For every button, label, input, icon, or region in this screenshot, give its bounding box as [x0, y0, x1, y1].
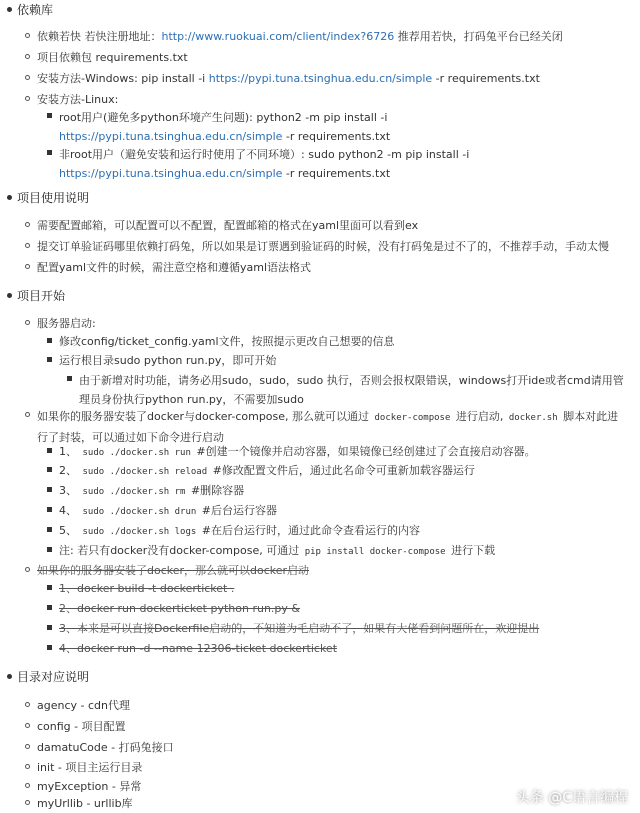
item-text: config - 项目配置: [37, 720, 126, 733]
bullet-icon: [25, 54, 30, 59]
bullet-icon: [47, 645, 52, 650]
bullet-icon: [25, 96, 30, 101]
bullet-icon: [47, 338, 52, 343]
pypi-link[interactable]: https://pypi.tuna.tsinghua.edu.cn/simple: [59, 130, 283, 143]
item-text: #在后台运行时，通过此命令查看运行的内容: [198, 524, 421, 537]
section-title: 依赖库: [17, 3, 54, 17]
list-item: [0, 560, 640, 580]
bullet-icon: [25, 243, 30, 248]
pypi-link[interactable]: https://pypi.tuna.tsinghua.edu.cn/simple: [208, 72, 433, 85]
inline-code: sudo ./docker.sh rm: [82, 487, 186, 497]
bullet-icon: [47, 487, 52, 492]
bullet-icon: [25, 567, 30, 572]
item-number: 3、: [59, 484, 77, 497]
list-item: [0, 257, 640, 277]
bullet-icon: [25, 412, 30, 417]
item-text: agency - cdn代理: [37, 699, 130, 712]
item-number: 4、: [59, 504, 77, 517]
bullet-icon: [47, 467, 52, 472]
bullet-icon: [25, 222, 30, 227]
inline-code: pip install docker-compose: [304, 547, 446, 557]
item-text: 进行启动,: [452, 410, 507, 423]
item-text: 服务器启动:: [37, 317, 96, 330]
bullet-icon: [67, 376, 72, 381]
list-item: [0, 369, 640, 409]
bullet-icon: [25, 744, 30, 749]
item-text: 2、docker run dockerticket python run.py &: [59, 602, 300, 615]
item-text: 修改config/ticket_config.yaml文件，按照提示更改自己想要的信息: [59, 335, 395, 348]
list-item: [0, 757, 640, 777]
item-text: 由于新增对时功能，请务必用sudo，sudo，sudo 执行，否则会报权限错误，windows打开ide或者cmd请用管理员身份执行python run.py，不需要加sudo: [79, 374, 624, 406]
item-text: -r requirements.txt: [282, 167, 391, 180]
list-item: [0, 500, 640, 520]
bullet-icon: [47, 585, 52, 590]
bullet-icon: [47, 357, 52, 362]
item-number: 1、: [59, 445, 77, 458]
item-text: #后台运行容器: [198, 504, 278, 517]
item-text: 4、docker run -d --name 12306-ticket dockerticket: [59, 642, 338, 655]
item-text: 推荐用若快，打码兔平台已经关闭: [394, 30, 563, 43]
item-text: #创建一个镜像并启动容器，如果镜像已经创建过了会直接启动容器。: [192, 445, 536, 458]
item-text: 非root用户（避免安装和运行时使用了不同环境）: sudo python2 -m pip install -i: [59, 148, 470, 161]
list-item: [0, 350, 640, 370]
inline-code: sudo ./docker.sh reload: [82, 467, 208, 477]
list-item: [0, 695, 640, 715]
section-usage-header: [0, 188, 640, 208]
list-item: [0, 520, 640, 540]
inline-code: docker-compose: [374, 413, 451, 423]
item-text: 项目依赖包 requirements.txt: [37, 51, 188, 64]
bullet-icon: [25, 800, 30, 805]
inline-code: sudo ./docker.sh run: [82, 448, 191, 458]
item-text: 安装方法-Windows: pip install -i: [37, 72, 209, 85]
bullet-icon: [25, 75, 30, 80]
bullet-icon: [47, 625, 52, 630]
item-text: 依赖若快 若快注册地址：: [37, 30, 162, 43]
item-text: 如果你的服务器安装了docker，那么就可以docker启动: [37, 564, 310, 577]
bullet-icon: [25, 320, 30, 325]
item-text: #删除容器: [187, 484, 245, 497]
bullet-icon: [25, 264, 30, 269]
list-item: [0, 106, 640, 146]
list-item: [0, 460, 640, 480]
bullet-icon: [47, 448, 52, 453]
item-text: init - 项目主运行目录: [37, 761, 143, 774]
item-text: 安装方法-Linux:: [37, 93, 119, 106]
section-title: 项目开始: [17, 289, 66, 303]
bullet-icon: [25, 764, 30, 769]
section-dirs-header: [0, 667, 640, 687]
section-deps-header: [0, 0, 640, 20]
section-title: 目录对应说明: [17, 670, 90, 684]
list-item: [0, 405, 640, 445]
section-start-header: [0, 286, 640, 306]
list-item: [0, 480, 640, 500]
list-item: [0, 26, 640, 46]
bullet-icon: [7, 7, 12, 12]
item-text: 脚本对此进行了封装，可以通过如下命令进行启动: [37, 410, 619, 444]
list-item: [0, 618, 640, 638]
list-item: [0, 540, 640, 560]
item-text: -r requirements.txt: [432, 72, 540, 85]
pypi-link[interactable]: https://pypi.tuna.tsinghua.edu.cn/simple: [59, 167, 283, 180]
item-text: 注: 若只有docker没有docker-compose, 可通过: [59, 544, 303, 557]
item-text: 如果你的服务器安装了docker与docker-compose, 那么就可以通过: [37, 410, 373, 423]
bullet-icon: [7, 293, 12, 298]
list-item: [0, 638, 640, 658]
list-item: [0, 47, 640, 67]
bullet-icon: [47, 547, 52, 552]
bullet-icon: [47, 507, 52, 512]
list-item: [0, 331, 640, 351]
item-number: 2、: [59, 464, 77, 477]
bullet-icon: [25, 702, 30, 707]
item-text: myUrllib - urllib库: [37, 797, 133, 810]
bullet-icon: [25, 33, 30, 38]
list-item: [0, 737, 640, 757]
section-title: 项目使用说明: [17, 191, 90, 205]
item-text: 提交订单验证码哪里依赖打码兔，所以如果是订票遇到验证码的时候，没有打码兔是过不了的，不推荐手动，手动太慢: [37, 240, 609, 253]
item-text: #修改配置文件后，通过此名命令可重新加载容器运行: [209, 464, 475, 477]
list-item: [0, 578, 640, 598]
list-item: [0, 236, 640, 256]
bullet-icon: [25, 783, 30, 788]
ruokuai-link[interactable]: http://www.ruokuai.com/client/index?6726: [161, 30, 395, 43]
inline-code: sudo ./docker.sh drun: [82, 507, 197, 517]
item-text: 3、本来是可以直接Dockerfile启动的，不知道为毛启动不了，如果有大佬看到问题所在，欢迎提出: [59, 622, 540, 635]
item-text: root用户(避免多python环境产生问题): python2 -m pip install -i: [59, 111, 388, 124]
bullet-icon: [47, 113, 52, 118]
list-item: [0, 598, 640, 618]
list-item: [0, 441, 640, 461]
bullet-icon: [7, 674, 12, 679]
item-number: 5、: [59, 524, 77, 537]
list-item: [0, 716, 640, 736]
item-text: 进行下载: [447, 544, 496, 557]
bullet-icon: [7, 195, 12, 200]
bullet-icon: [25, 723, 30, 728]
item-text: damatuCode - 打码兔接口: [37, 741, 174, 754]
bullet-icon: [47, 527, 52, 532]
item-text: myException - 异常: [37, 780, 142, 793]
list-item: [0, 313, 640, 333]
bullet-icon: [47, 150, 52, 155]
bullet-icon: [47, 605, 52, 610]
list-item: [0, 215, 640, 235]
watermark: 头条 @C语言编程: [515, 790, 628, 806]
item-text: 需要配置邮箱，可以配置可以不配置，配置邮箱的格式在yaml里面可以看到ex: [37, 219, 419, 232]
list-item: [0, 68, 640, 88]
item-text: 运行根目录sudo python run.py，即可开始: [59, 354, 277, 367]
inline-code: sudo ./docker.sh logs: [82, 527, 197, 537]
item-text: 配置yaml文件的时候，需注意空格和遵循yaml语法格式: [37, 261, 312, 274]
item-text: -r requirements.txt: [282, 130, 391, 143]
inline-code: docker.sh: [508, 413, 558, 423]
list-item: [0, 143, 640, 183]
item-text: 1、docker build -t dockerticket .: [59, 582, 235, 595]
